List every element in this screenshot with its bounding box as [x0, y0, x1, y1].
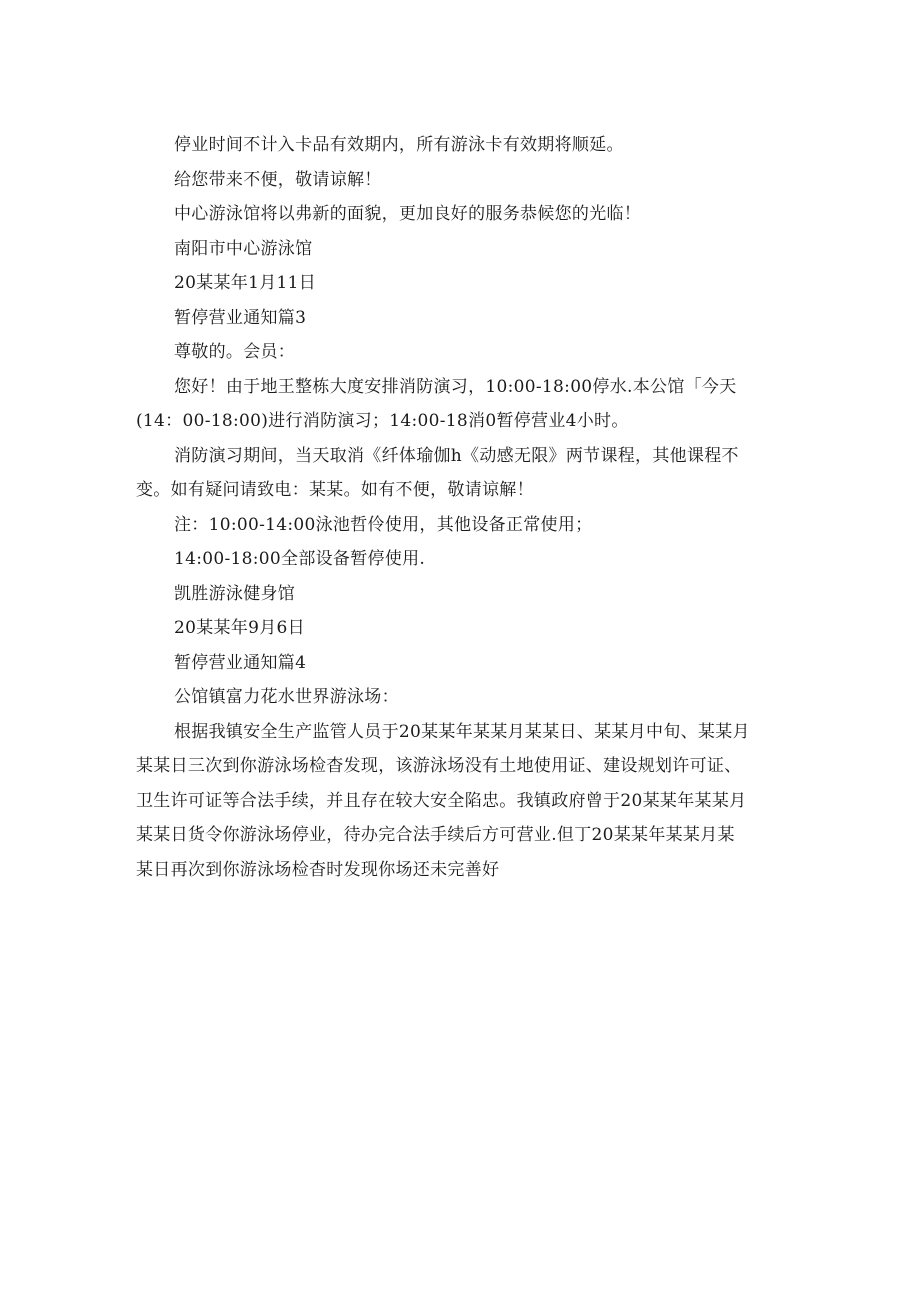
- signature-date: 20某某年1月11日: [174, 273, 317, 293]
- paragraph-drill-line-2: 变。如有疑问请致电：某某。如有不便，敬请谅解！: [136, 480, 534, 500]
- paragraph-drill-line-1: 消防演习期间，当天取消《纤体瑜伽h《动感无限》两节课程，其他课程不: [174, 445, 739, 466]
- text-line-apology: 给您带来不便，敬请谅解！: [174, 169, 382, 190]
- signature-organization-2: 凯胜游泳健身馆: [174, 583, 296, 604]
- paragraph-inspection-line-2: 某某日三次到你游泳场检杳发现，该游泳场没有土地使用证、建设规划许可证、: [136, 756, 742, 776]
- paragraph-notice-line-2: (14：00-18:00)进行消防演习；14:00-18消0暂停营业4小时。: [136, 411, 629, 431]
- text-line-welcome: 中心游泳馆将以弗新的面貌，更加良好的服务恭候您的光临！: [174, 204, 642, 224]
- addressee: 公馆镇富力花水世界游泳场：: [174, 687, 399, 707]
- paragraph-notice-line-1: 您好！由于地王整栋大度安排消防演习，10:00-18:00停水.本公馆「今天: [174, 376, 737, 397]
- section-heading-4: 暂停营业通知篇4: [174, 652, 307, 673]
- paragraph-inspection-line-1: 根据我镇安全生产监管人员于20某某年某某月某某日、某某月中旬、某某月: [174, 721, 750, 742]
- note-line-1: 注：10:00-14:00泳池哲伶使用，其他设备正常使用；: [174, 514, 593, 535]
- salutation: 尊敬的。会员：: [174, 342, 296, 362]
- paragraph-inspection-line-4: 某某日货令你游泳场停业，待办完合法手续后方可营业.但丁20某某年某某月某: [136, 825, 735, 845]
- signature-date-2: 20某某年9月6日: [174, 618, 305, 638]
- paragraph-inspection: [136, 715, 786, 888]
- signature-organization: 南阳市中心游泳馆: [174, 238, 313, 259]
- text-line-validity: 停业时间不计入卡品有效期内，所有游泳卡有效期将顺延。: [174, 135, 624, 155]
- document-body: [136, 128, 786, 887]
- paragraph-inspection-line-3: 卫生许可证等合法手续，并且存在较大安全陷忠。我镇政府曾于20某某年某某月: [136, 790, 747, 811]
- section-heading-3: 暂停营业通知篇3: [174, 307, 307, 328]
- paragraph-notice: [136, 370, 786, 439]
- note-line-2: 14:00-18:00全部设备暂停使用.: [174, 549, 426, 569]
- paragraph-drill: [136, 439, 786, 508]
- paragraph-inspection-line-5: 某日再次到你游泳场检杳时发现你场还未完善好: [136, 859, 500, 880]
